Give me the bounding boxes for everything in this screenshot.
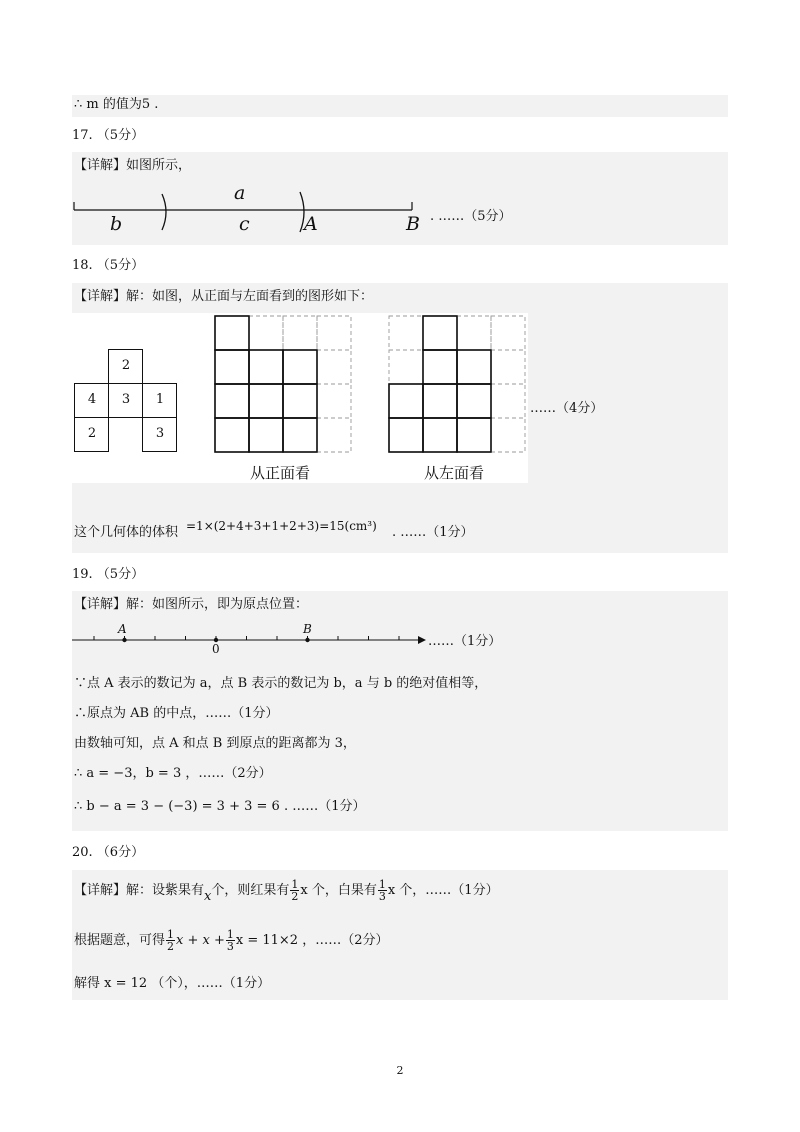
left-caption: 从左面看 <box>424 464 485 482</box>
front-view-empty-cell <box>317 384 351 418</box>
front-view-cube-outline <box>283 418 317 452</box>
fraction-numerator: 1 <box>167 928 175 941</box>
q19-line-5: ∴ b − a = 3 − (−3) = 3 + 3 = 6 . ……（1分） <box>74 799 366 814</box>
left-view-cube-outline <box>423 316 457 350</box>
left-view-cube-cell <box>423 384 457 418</box>
fraction-third <box>378 879 387 902</box>
left-view-grid <box>388 315 528 453</box>
label-a: a <box>234 182 246 204</box>
top-view-number: 3 <box>155 426 165 441</box>
front-view-cube-cell <box>283 418 317 452</box>
front-view-empty-cell <box>249 316 283 350</box>
left-view-cube-outline <box>457 418 491 452</box>
top-view-number: 4 <box>87 392 97 407</box>
front-view-cube-outline <box>215 418 249 452</box>
front-view-empty-cell <box>317 418 351 452</box>
top-view-number: 2 <box>121 358 131 373</box>
q19-line-1: ∵点 A 表示的数记为 a，点 B 表示的数记为 b，a 与 b 的绝对值相等， <box>74 676 488 691</box>
left-view-cube-outline <box>389 384 423 418</box>
top-view-number: 3 <box>121 392 131 407</box>
left-view-cube-outline <box>457 384 491 418</box>
front-view-empty-cell <box>317 316 351 350</box>
fraction-denominator: 3 <box>226 940 234 953</box>
left-view-empty-cell <box>491 350 525 384</box>
page-number: 2 <box>396 1064 404 1077</box>
label-A: A <box>304 213 318 235</box>
volume-prefix: 这个几何体的体积 <box>74 525 179 540</box>
origin-label: 0 <box>212 642 220 656</box>
left-view-cube-cell <box>457 384 491 418</box>
front-view-cube-cell <box>249 384 283 418</box>
fraction-numerator: 1 <box>291 878 299 891</box>
left-view-cube-outline <box>423 384 457 418</box>
front-view-cube-outline <box>283 350 317 384</box>
number-line-arrow <box>418 636 426 644</box>
q20-l2-mid: x + x + <box>176 933 225 948</box>
front-view-cube-cell <box>283 350 317 384</box>
left-view-empty-cell <box>457 316 491 350</box>
q20-l1-mid1: 个，则红果有 <box>211 883 290 898</box>
left-view-empty-cell <box>389 316 423 350</box>
front-view-cube-cell <box>283 384 317 418</box>
fraction-denominator: 2 <box>167 940 175 953</box>
q20-l2-post: x = 11×2 ，……（2分） <box>235 933 389 948</box>
fraction-numerator: 1 <box>226 928 234 941</box>
fraction-denominator: 3 <box>378 890 386 903</box>
q20-line-1 <box>74 876 499 912</box>
front-view-grid <box>214 315 354 453</box>
segment-diagram <box>72 180 432 240</box>
left-view-cube-cell <box>423 418 457 452</box>
front-view-cube-outline <box>215 350 249 384</box>
q20-line-3: 解得 x = 12 （个），……（1分） <box>74 976 271 991</box>
left-view-cube-outline <box>457 350 491 384</box>
front-view-cube-cell <box>215 418 249 452</box>
top-view-number: 2 <box>87 426 97 441</box>
q20-l1-post: x 个，……（1分） <box>387 883 499 898</box>
left-view-empty-cell <box>491 384 525 418</box>
left-view-cube-outline <box>423 418 457 452</box>
question-18-title: 18. （5分） <box>72 258 145 273</box>
left-view-cube-outline <box>389 418 423 452</box>
left-view-cube-cell <box>389 384 423 418</box>
q17-score: . ……（5分） <box>430 209 512 224</box>
left-view-empty-cell <box>491 316 525 350</box>
point-B-label: B <box>303 622 312 636</box>
left-view-empty-cell <box>491 418 525 452</box>
fraction-third <box>226 929 235 952</box>
front-view-cube-cell <box>249 350 283 384</box>
q20-l2-pre: 根据题意，可得 <box>74 933 166 948</box>
axis-score: ……（1分） <box>428 634 502 649</box>
header-line: ∴ m 的值为5 . <box>74 97 159 112</box>
arc-mark-1 <box>162 194 166 230</box>
left-view-cube-cell <box>423 316 457 350</box>
front-view-cube-outline <box>249 350 283 384</box>
point-A-dot <box>122 638 126 642</box>
front-view-cube-outline <box>249 384 283 418</box>
q19-line-4: ∴ a = −3，b = 3 ，……（2分） <box>74 766 272 781</box>
fraction-half <box>166 929 175 952</box>
q20-l1-pre: 【详解】解：设紫果有 <box>74 883 205 898</box>
q18-detail: 【详解】解：如图，从正面与左面看到的图形如下： <box>74 289 374 304</box>
top-view-number: 1 <box>155 392 165 407</box>
front-view-empty-cell <box>317 350 351 384</box>
left-view-cube-cell <box>423 350 457 384</box>
left-view-cube-cell <box>457 418 491 452</box>
front-view-cube-outline <box>215 384 249 418</box>
question-17-title: 17. （5分） <box>72 128 145 143</box>
front-view-cube-cell <box>215 350 249 384</box>
question-20-title: 20. （6分） <box>72 845 145 860</box>
q20-line-2 <box>74 926 388 956</box>
front-view-cube-cell <box>215 316 249 350</box>
top-view-grid <box>72 313 212 483</box>
front-view-cube-outline <box>283 384 317 418</box>
fraction-half <box>290 879 299 902</box>
question-19-title: 19. （5分） <box>72 567 145 582</box>
answer-block-16-tail <box>72 95 728 117</box>
q20-l1-mid2: x 个，白果有 <box>300 883 377 898</box>
front-view-cube-outline <box>249 418 283 452</box>
front-view-cube-cell <box>215 384 249 418</box>
q19-line-2: ∴原点为 AB 的中点，……（1分） <box>74 706 279 721</box>
label-b: b <box>110 213 123 235</box>
fraction-numerator: 1 <box>378 878 386 891</box>
q19-line-3: 由数轴可知，点 A 和点 B 到原点的距离都为 3， <box>74 736 356 751</box>
view-score: ……（4分） <box>530 401 604 416</box>
front-view-cube-outline <box>215 316 249 350</box>
volume-score: . ……（1分） <box>392 525 474 540</box>
left-view-cube-cell <box>457 350 491 384</box>
left-view-empty-cell <box>389 350 423 384</box>
front-view-empty-cell <box>283 316 317 350</box>
fraction-denominator: 2 <box>291 890 299 903</box>
volume-formula: =1×(2+4+3+1+2+3)=15(cm³) <box>186 519 377 533</box>
front-view-cube-cell <box>249 418 283 452</box>
label-c: c <box>239 213 250 235</box>
left-view-cube-outline <box>423 350 457 384</box>
label-B: B <box>406 213 420 235</box>
q19-detail: 【详解】解：如图所示，即为原点位置： <box>74 597 309 612</box>
left-view-cube-cell <box>389 418 423 452</box>
point-B-dot <box>305 638 309 642</box>
front-caption: 从正面看 <box>250 464 311 482</box>
q17-detail: 【详解】如图所示， <box>74 158 192 173</box>
point-A-label: A <box>118 622 127 636</box>
q20-l1-x: x <box>204 889 212 904</box>
